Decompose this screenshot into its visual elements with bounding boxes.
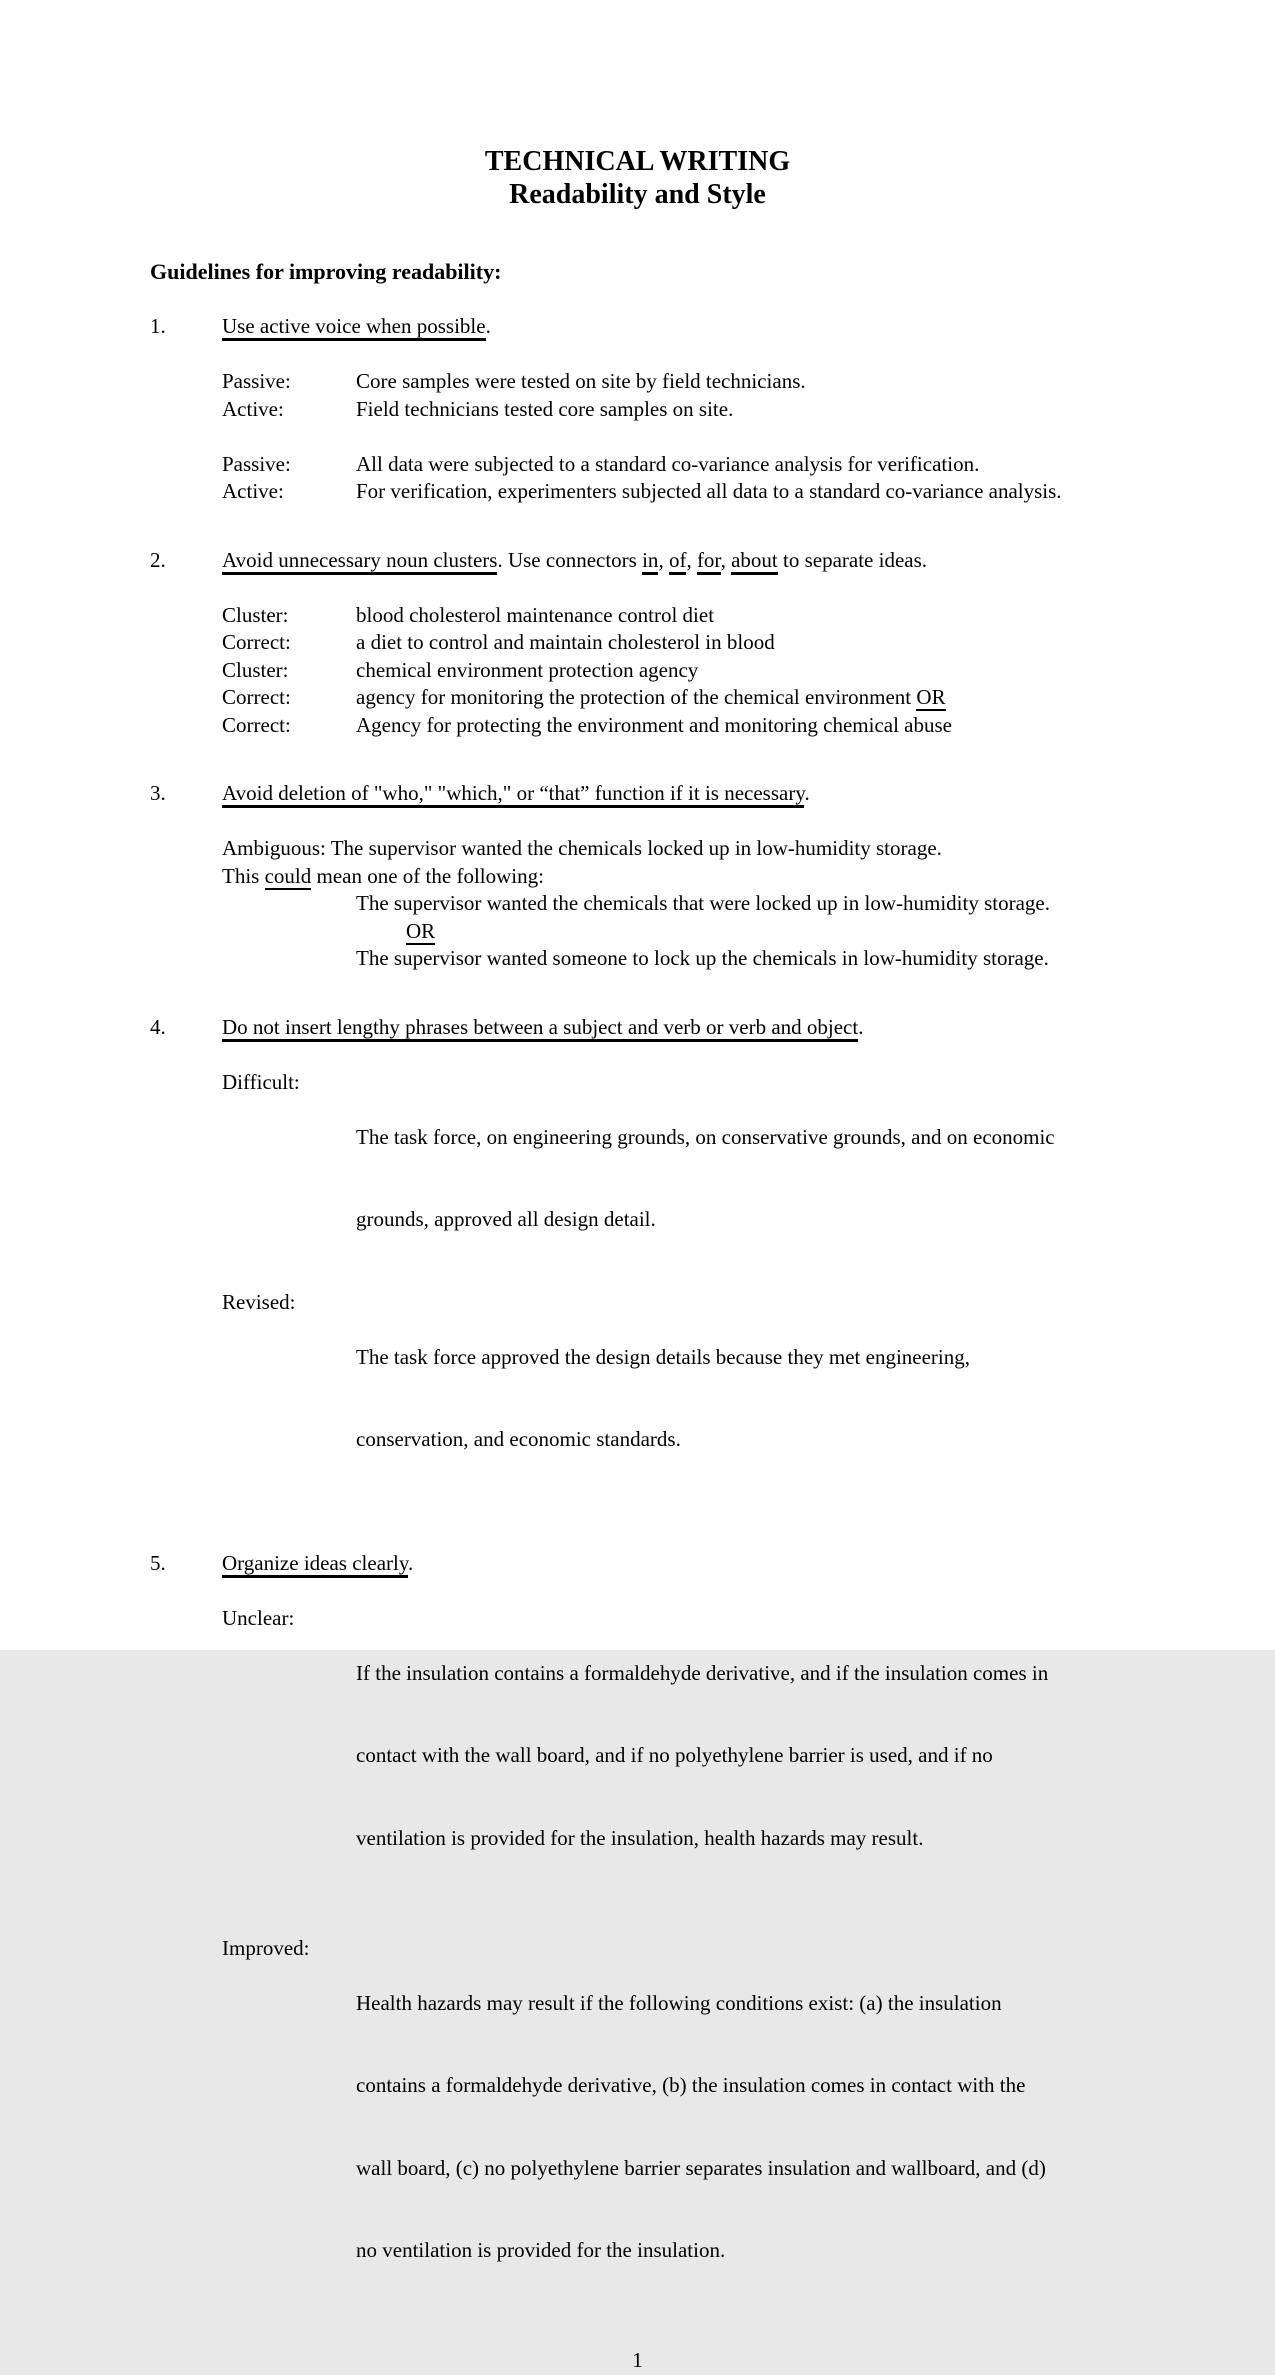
text-line: contains a formaldehyde derivative, (b) the insulation comes in contact with the [356, 2073, 1026, 2097]
section-3-body [222, 835, 1175, 973]
or-line [406, 918, 1175, 946]
section-4-heading-tail: . [858, 1014, 864, 1039]
section-2-heading-text [222, 547, 927, 575]
this-could-line [222, 863, 1175, 891]
connector-for: for [697, 548, 721, 575]
section-1-heading-underlined: Use active voice when possible [222, 314, 486, 341]
section-2-heading-underlined: Avoid unnecessary noun clusters [222, 548, 497, 575]
ambiguous-line: Ambiguous: The supervisor wanted the chemicals locked up in low-humidity storage. [222, 836, 942, 860]
example-row [222, 1605, 1175, 1908]
section-5-heading-tail: . [408, 1550, 414, 1575]
example-label: Correct: [222, 712, 291, 737]
text-line: contact with the wall board, and if no polyethylene barrier is used, and if no [356, 1743, 993, 1767]
example-text: a diet to control and maintain cholesterol in blood [356, 630, 775, 654]
section-2-heading [150, 547, 1175, 575]
text-line: grounds, approved all design detail. [356, 1207, 656, 1231]
example-label: Cluster: [222, 657, 289, 682]
section-1-heading [150, 313, 1175, 341]
or-underlined: OR [406, 918, 436, 943]
example-row [222, 1289, 1175, 1509]
text-line: If the insulation contains a formaldehyde derivative, and if the insulation comes in [356, 1660, 1049, 1685]
section-2-heading-plain: , [658, 547, 669, 572]
example-row [222, 368, 1175, 396]
section-4-heading-text [222, 1014, 863, 1042]
document-title [150, 145, 1125, 211]
example-row [222, 684, 1175, 712]
section-5 [150, 1550, 1175, 2320]
section-3 [150, 780, 1175, 973]
could-underlined: could [264, 863, 312, 888]
section-1-number: 1. [150, 314, 166, 338]
text-line: ventilation is provided for the insulation, health hazards may result. [356, 1825, 924, 1850]
example-text [356, 1069, 1055, 1289]
text-line: The task force approved the design details because they met engineering, [356, 1344, 971, 1369]
section-5-heading-text [222, 1550, 413, 1578]
example-text [356, 1935, 1046, 2320]
example-row [222, 478, 1175, 506]
example-label: Unclear: [222, 1605, 295, 1630]
example-label: Cluster: [222, 602, 289, 627]
section-2-examples [222, 602, 1175, 740]
example-label: Difficult: [222, 1069, 300, 1094]
section-1 [150, 313, 1175, 506]
text-line: The task force, on engineering grounds, on conservative grounds, and on economic [356, 1124, 1055, 1149]
example-text [356, 684, 946, 712]
section-3-heading-tail: . [804, 781, 810, 805]
section-2-number: 2. [150, 547, 166, 572]
intro-heading: Guidelines for improving readability: [150, 259, 502, 284]
example-label: Active: [222, 396, 284, 421]
example-row [222, 657, 1175, 685]
example-text: Core samples were tested on site by field technicians. [356, 369, 806, 393]
section-2-heading-plain: , [720, 547, 732, 572]
example-text: blood cholesterol maintenance control diet [356, 602, 715, 627]
connector-about: about [731, 548, 778, 575]
or-connector: OR [916, 685, 946, 709]
section-4-examples [222, 1069, 1175, 1509]
section-2-heading-plain: . Use connectors [497, 547, 643, 572]
example-row [222, 396, 1175, 424]
example-label: Passive: [222, 451, 291, 476]
text-line: Health hazards may result if the following conditions exist: (a) the insulation [356, 1990, 1002, 2015]
example-row [222, 629, 1175, 657]
example-row [222, 451, 1175, 479]
example-label: Correct: [222, 630, 291, 654]
title-line-2: Readability and Style [509, 179, 766, 210]
section-5-number: 5. [150, 1550, 166, 1575]
example-text: Agency for protecting the environment and monitoring chemical abuse [356, 712, 952, 737]
example-label: Improved: [222, 1935, 310, 1960]
example-text-plain: agency for monitoring the protection of the chemical environment [356, 685, 917, 709]
section-5-heading-underlined: Organize ideas clearly [222, 1551, 408, 1578]
example-text [356, 1289, 970, 1509]
connector-of: of [669, 548, 687, 575]
example-row [222, 602, 1175, 630]
title-line-1: TECHNICAL WRITING [484, 146, 791, 177]
example-row [222, 1935, 1175, 2320]
this-could-pre: This [222, 863, 265, 888]
example-label: Correct: [222, 685, 291, 709]
example-text [356, 1605, 1048, 1908]
text-line: conservation, and economic standards. [356, 1427, 681, 1451]
example-text: For verification, experimenters subjected all data to a standard co-variance analysis. [356, 479, 1062, 503]
section-3-heading-underlined: Avoid deletion of "who," "which," or “that” function if it is necessary [222, 781, 804, 808]
example-label: Active: [222, 479, 284, 503]
this-could-post: mean one of the following: [311, 863, 544, 888]
section-5-heading [150, 1550, 1175, 1578]
example-row [222, 1069, 1175, 1289]
example-text: chemical environment protection agency [356, 657, 699, 682]
section-4-number: 4. [150, 1014, 166, 1039]
text-line: no ventilation is provided for the insulation. [356, 2238, 726, 2262]
section-1-examples [222, 368, 1175, 506]
connector-in: in [642, 548, 658, 575]
section-3-heading-text [222, 780, 810, 808]
section-1-heading-text [222, 313, 491, 341]
example-label: Passive: [222, 369, 291, 393]
option-line-2: The supervisor wanted someone to lock up the chemicals in low-humidity storage. [356, 946, 1049, 970]
page-number: 1 [632, 2348, 643, 2372]
section-4-heading-underlined: Do not insert lengthy phrases between a subject and verb or verb and object [222, 1015, 858, 1042]
section-3-number: 3. [150, 781, 166, 805]
option-line-1: The supervisor wanted the chemicals that were locked up in low-humidity storage. [356, 891, 1050, 915]
section-3-heading [150, 780, 1175, 808]
example-text: All data were subjected to a standard co-variance analysis for verification. [356, 451, 980, 476]
section-5-examples [222, 1605, 1175, 2320]
section-4 [150, 1014, 1175, 1509]
section-2-heading-plain: to separate ideas. [777, 547, 928, 572]
section-1-heading-tail: . [485, 314, 491, 338]
example-row [222, 712, 1175, 740]
section-4-heading [150, 1014, 1175, 1042]
example-text: Field technicians tested core samples on site. [356, 396, 734, 421]
section-2 [150, 547, 1175, 740]
section-2-heading-plain: , [686, 547, 697, 572]
text-line: wall board, (c) no polyethylene barrier separates insulation and wallboard, and (d) [356, 2155, 1046, 2180]
example-label: Revised: [222, 1289, 296, 1314]
